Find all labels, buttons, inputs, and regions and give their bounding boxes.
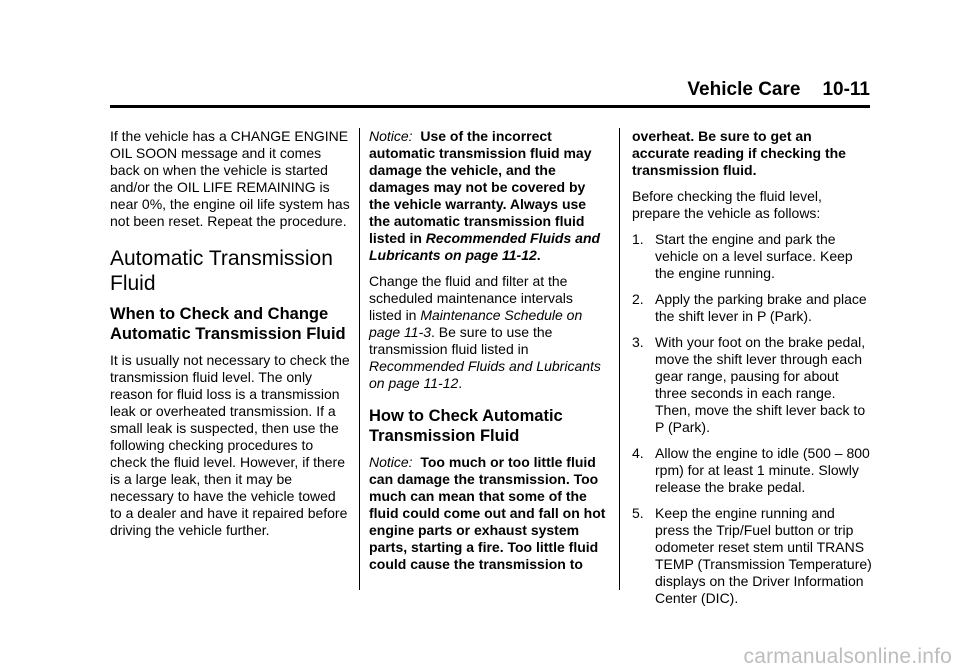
notice-reference[interactable]: Recommended Fluids and Lubricants on page 11-12 — [369, 230, 601, 263]
header-rule — [110, 105, 870, 108]
list-item: 4. Allow the engine to idle (500 – 800 rpm) for at least 1 minute. Slowly release the brake pedal. — [632, 445, 870, 495]
column-2 — [369, 128, 609, 582]
section-heading: Automatic Transmission Fluid — [110, 247, 333, 295]
list-item: 2. Apply the parking brake and place the shift lever in P (Park). — [632, 291, 867, 324]
column-divider-2 — [619, 128, 620, 590]
list-item: 5. Keep the engine running and press the Trip/Fuel button or trip odometer reset stem until TRANS TEMP (Transmission Temperature) displays on the Driver Information Center (DIC). — [632, 505, 872, 606]
list-item: 3. With your foot on the brake pedal, move the shift lever through each gear range, pausing for about three seconds in each range. Then, move the shift lever back to P (Park). — [632, 334, 866, 435]
notice-fluid-level — [369, 454, 609, 573]
notice-text: Too much or too little fluid can damage the transmission. Too much can mean that some of the fluid could come out and fall on hot engine parts or exhaust system parts, starting a fire. Too little fluid could cause the transmission to — [369, 454, 606, 572]
column-1 — [110, 128, 350, 548]
maintenance-schedule-reference[interactable]: Maintenance Schedule on page 11-3 — [369, 307, 583, 340]
prep-paragraph: Before checking the fluid level, prepare the vehicle as follows: — [632, 188, 822, 221]
change-fluid-paragraph: Change the fluid and filter at the scheduled maintenance intervals listed in Maintenance Schedule on page 11-3. Be sure to use the transmission fluid listed in Recommended Fluids and Lubricants on page 11-12. — [369, 273, 601, 391]
notice-text: Use of the incorrect automatic transmission fluid may damage the vehicle, and the damages may not be covered by the vehicle warranty. Always use the automatic transmission fluid listed in — [369, 128, 592, 246]
watermark: carmanualsonline.info — [743, 645, 952, 668]
notice-label: Notice: — [369, 454, 413, 470]
fluids-lubricants-reference[interactable]: Recommended Fluids and Lubricants on page 11-12 — [369, 358, 601, 391]
subsection-heading-when: When to Check and Change Automatic Transmission Fluid — [110, 305, 346, 343]
steps-list — [632, 231, 872, 607]
subsection-heading-how: How to Check Automatic Transmission Fluid — [369, 407, 563, 445]
notice-continuation: overheat. Be sure to get an accurate reading if checking the transmission fluid. — [632, 128, 846, 178]
list-item: 1. Start the engine and park the vehicle on a level surface. Keep the engine running. — [632, 231, 853, 281]
page-number: 10-11 — [822, 79, 870, 100]
notice-incorrect-fluid: Notice: Use of the incorrect automatic transmission fluid may damage the vehicle, and the damages may not be covered by the vehicle warranty. Always use the automatic transmission fluid listed in Recommended Fluids and Lubricants on page 11-12. — [369, 128, 601, 263]
column-3 — [632, 128, 872, 616]
intro-paragraph: If the vehicle has a CHANGE ENGINE OIL SOON message and it comes back on when the vehicle is started and/or the OIL LIFE REMAINING is near 0%, the engine oil life system has not been reset. Repeat the procedure. — [110, 128, 350, 229]
section-name: Vehicle Care — [687, 79, 801, 100]
column-divider-1 — [359, 128, 360, 590]
body-paragraph: It is usually not necessary to check the transmission fluid level. The only reason for fluid loss is a transmission leak or overheated transmission. If a small leak is suspected, then use the following checking procedures to check the fluid level. However, if there is a large leak, then it may be necessary to have the vehicle towed to a dealer and have it repaired before driving the vehicle further. — [110, 352, 350, 538]
running-header — [687, 79, 870, 101]
page-header — [110, 79, 870, 103]
notice-label: Notice: — [369, 128, 413, 144]
